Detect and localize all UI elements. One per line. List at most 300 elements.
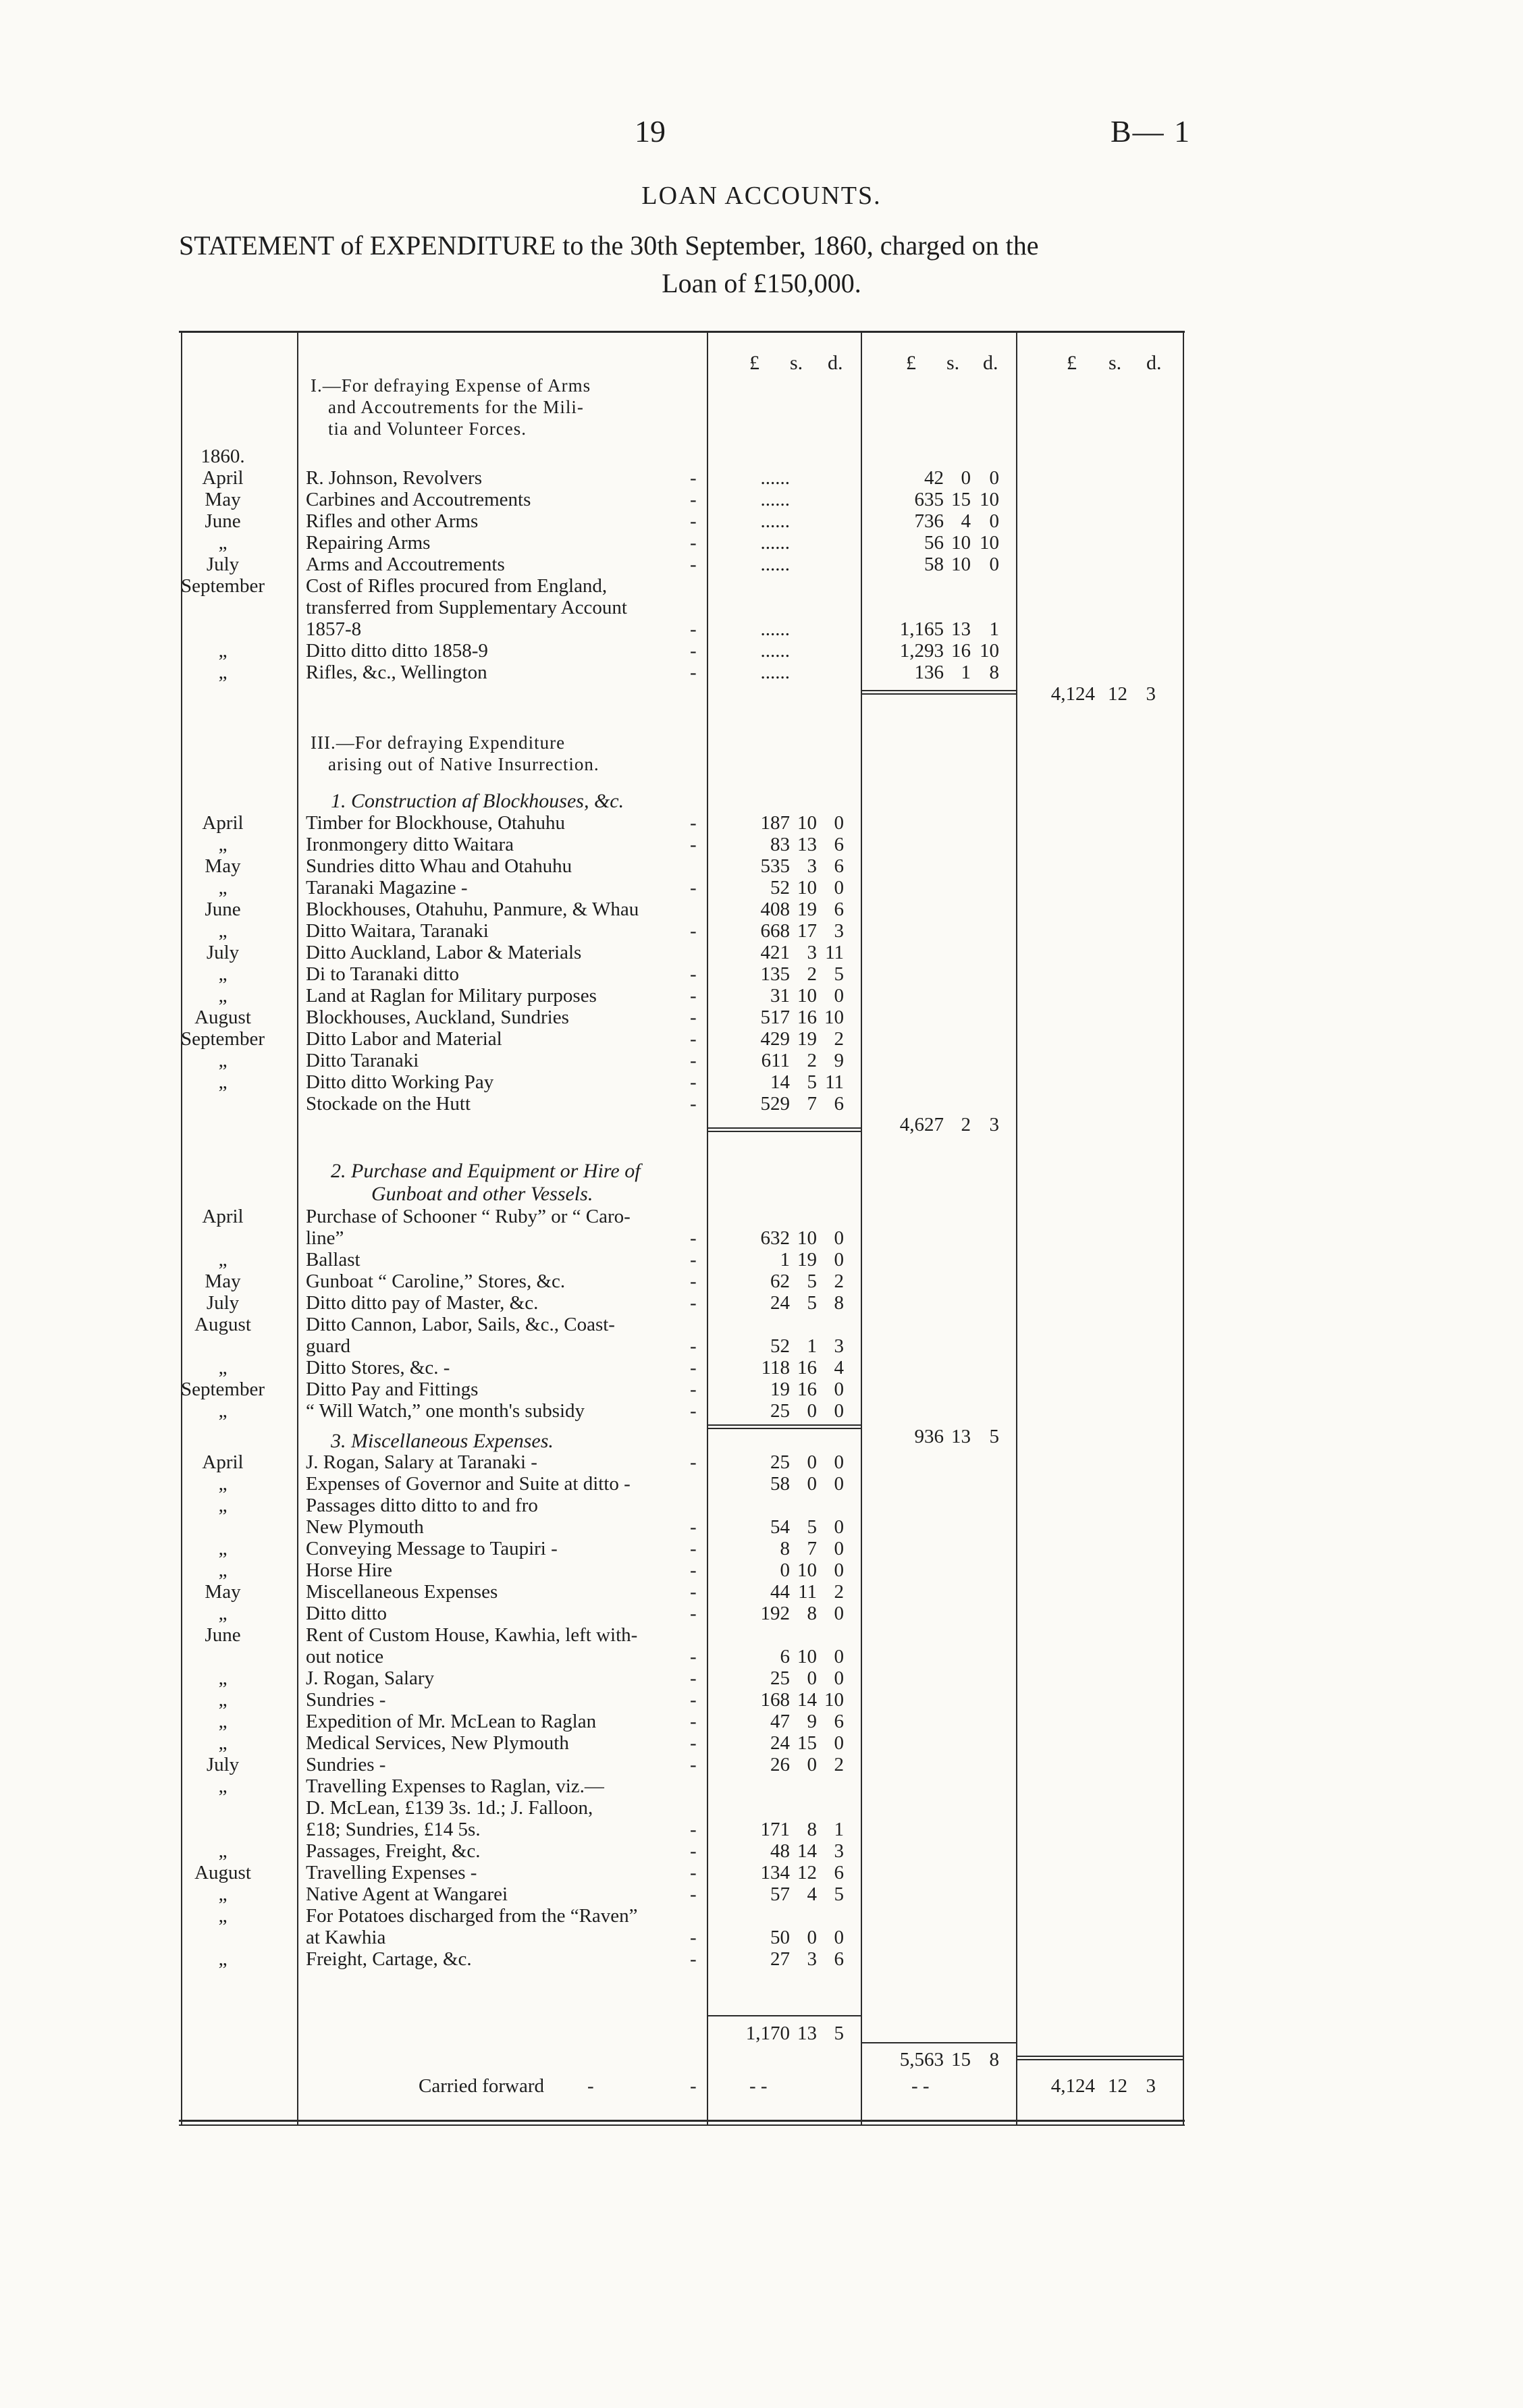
amount-a-pounds: 24: [770, 1292, 790, 1314]
row-description: Freight, Cartage, &c.: [306, 1948, 472, 1970]
amount-a-shillings: 10: [797, 812, 817, 834]
amount-a-pence: 6: [834, 1093, 844, 1115]
row-description: Horse Hire: [306, 1559, 393, 1581]
row-description: Travelling Expenses to Raglan, viz.—: [306, 1775, 604, 1797]
row-date: April: [202, 812, 244, 834]
row-date: „: [218, 1603, 228, 1624]
amount-a-shillings: 16: [797, 1379, 817, 1400]
amount-a-pence: 11: [825, 942, 844, 963]
page-title: LOAN ACCOUNTS.: [641, 182, 882, 210]
row-description: Sundries -: [306, 1689, 386, 1711]
header-pounds-a: £: [749, 352, 759, 374]
row-description: Ditto Taranaki: [306, 1050, 419, 1071]
amount-b-shillings: 4: [961, 510, 971, 532]
subsection-heading: Gunboat and other Vessels.: [371, 1183, 593, 1205]
amount-a-pounds: 611: [761, 1050, 790, 1071]
row-leader: -: [690, 1071, 697, 1093]
amount-a-pounds: 187: [760, 812, 790, 834]
amount-a-pence: 0: [834, 1379, 844, 1400]
amount-a-shillings: 5: [807, 1516, 817, 1538]
subsection-heading: 2. Purchase and Equipment or Hire of: [331, 1160, 641, 1182]
amount-a-pence: 4: [834, 1357, 844, 1379]
amount-a-pounds: 517: [760, 1007, 790, 1028]
row-description: Travelling Expenses -: [306, 1862, 477, 1883]
header-shillings-a: s.: [790, 352, 803, 374]
row-date: September: [180, 1379, 265, 1400]
amount-a-pence: 6: [834, 899, 844, 920]
amount-b-pence: 10: [980, 640, 999, 662]
row-description: Land at Raglan for Military purposes: [306, 985, 597, 1007]
amount-a-pence: 0: [834, 985, 844, 1007]
row-description: Repairing Arms: [306, 532, 431, 554]
row-description: Gunboat “ Caroline,” Stores, &c.: [306, 1270, 566, 1292]
amount-a-pounds: 529: [760, 1093, 790, 1115]
row-description: Ditto Labor and Material: [306, 1028, 502, 1050]
amount-b-shillings: 15: [951, 489, 971, 510]
row-description: J. Rogan, Salary at Taranaki -: [306, 1451, 537, 1473]
section-heading: III.—For defraying Expenditure: [311, 732, 566, 753]
row-leader: -: [690, 489, 697, 510]
amount-a-pounds: 31: [770, 985, 790, 1007]
row-leader: -: [690, 1927, 697, 1948]
amount-a-pence: 2: [834, 1754, 844, 1775]
amount-a-pounds: 25: [770, 1451, 790, 1473]
amount-a-shillings: 2: [807, 1050, 817, 1071]
amount-a-shillings: 19: [797, 899, 817, 920]
row-date: May: [205, 489, 241, 510]
amount-a-pence: 0: [834, 1516, 844, 1538]
row-description: Purchase of Schooner “ Ruby” or “ Caro-: [306, 1206, 631, 1227]
amount-b-pounds: 58: [924, 554, 944, 575]
carried-forward-dash: -: [587, 2075, 594, 2097]
amount-a-shillings: 0: [807, 1451, 817, 1473]
amount-b-pounds: 136: [914, 662, 944, 683]
amount-a-pounds: 19: [770, 1379, 790, 1400]
carried-forward-c-pence: 3: [1146, 2075, 1156, 2097]
row-description: Cost of Rifles procured from England,: [306, 575, 608, 597]
amount-a-shillings: 3: [807, 855, 817, 877]
row-description: Carbines and Accoutrements: [306, 489, 531, 510]
row-leader: -: [690, 1227, 697, 1249]
amount-a-pounds: 50: [770, 1927, 790, 1948]
row-leader: -: [690, 963, 697, 985]
row-leader: -: [690, 1007, 697, 1028]
row-description: Ditto Stores, &c. -: [306, 1357, 450, 1379]
amount-a-pence: 10: [824, 1689, 844, 1711]
row-date: September: [180, 575, 265, 597]
amount-a-pence: 3: [834, 1840, 844, 1862]
amount-a-pounds: 8: [780, 1538, 790, 1559]
amount-a-pence: 2: [834, 1270, 844, 1292]
amount-a-pence: 6: [834, 1711, 844, 1732]
row-date: „: [218, 1249, 228, 1270]
row-description: Ballast: [306, 1249, 360, 1270]
amount-a-pounds: 168: [760, 1689, 790, 1711]
row-date: „: [218, 1559, 228, 1581]
amount-a-pounds: 25: [770, 1667, 790, 1689]
row-date: „: [218, 1689, 228, 1711]
row-leader: -: [690, 1050, 697, 1071]
amount-a-shillings: 10: [797, 877, 817, 899]
row-description: Medical Services, New Plymouth: [306, 1732, 569, 1754]
row-description: “ Will Watch,” one month's subsidy: [306, 1400, 585, 1422]
row-date: July: [206, 1754, 240, 1775]
amount-a-pounds: 52: [770, 877, 790, 899]
row-description: £18; Sundries, £14 5s.: [306, 1819, 481, 1840]
amount-a-pounds: 83: [770, 834, 790, 855]
section-heading: tia and Volunteer Forces.: [328, 419, 527, 439]
row-leader: -: [690, 1603, 697, 1624]
row-description: Miscellaneous Expenses: [306, 1581, 498, 1603]
row-leader: -: [690, 1379, 697, 1400]
row-description: transferred from Supplementary Account: [306, 597, 627, 618]
amount-a-pence: 5: [834, 963, 844, 985]
amount-a-pence: 0: [834, 1227, 844, 1249]
row-leader: -: [690, 554, 697, 575]
amount-b-pence: 3: [989, 1114, 999, 1135]
amount-b-shillings: 10: [951, 532, 971, 554]
row-description: R. Johnson, Revolvers: [306, 467, 482, 489]
row-date: August: [194, 1314, 251, 1335]
amount-a-pounds: 57: [770, 1883, 790, 1905]
amount-a-pence: 0: [834, 1400, 844, 1422]
amount-a-pence: 6: [834, 1862, 844, 1883]
amount-a-pence: 2: [834, 1581, 844, 1603]
amount-a-shillings: 0: [807, 1754, 817, 1775]
row-date: June: [205, 510, 241, 532]
subsection-heading: 1. Construction af Blockhouses, &c.: [331, 790, 624, 812]
amount-a-pence: 0: [834, 1927, 844, 1948]
amount-a-shillings: 16: [797, 1357, 817, 1379]
amount-b-shillings: 10: [951, 554, 971, 575]
amount-b-pounds: 42: [924, 467, 944, 489]
row-leader: -: [690, 1689, 697, 1711]
subtotal-misc-pounds: 1,170: [745, 2023, 790, 2044]
amount-b-pence: 0: [989, 554, 999, 575]
amount-a-pence: 8: [834, 1292, 844, 1314]
row-description: Rifles and other Arms: [306, 510, 479, 532]
amount-b-pence: 0: [989, 510, 999, 532]
row-date: May: [205, 1581, 241, 1603]
amount-a-shillings: 7: [807, 1538, 817, 1559]
row-leader: -: [690, 640, 697, 662]
amount-a-pounds: 408: [760, 899, 790, 920]
amount-a-shillings: 19: [797, 1249, 817, 1270]
amount-a-shillings: 19: [797, 1028, 817, 1050]
row-date: August: [194, 1007, 251, 1028]
amount-a-pence: 0: [834, 877, 844, 899]
amount-a-shillings: 16: [797, 1007, 817, 1028]
row-description: line”: [306, 1227, 344, 1249]
row-description: Stockade on the Hutt: [306, 1093, 471, 1115]
subtotal-misc-pence: 5: [834, 2023, 844, 2044]
row-date: April: [202, 1206, 244, 1227]
amount-b-shillings: 0: [961, 467, 971, 489]
row-description: Arms and Accoutrements: [306, 554, 505, 575]
section-heading: arising out of Native Insurrection.: [328, 754, 599, 774]
carried-forward-c-pounds: 4,124: [1050, 2075, 1095, 2097]
row-description: Conveying Message to Taupiri -: [306, 1538, 558, 1559]
row-date: „: [218, 1357, 228, 1379]
row-leader: -: [690, 1270, 697, 1292]
amount-a-pence: 11: [825, 1071, 844, 1093]
amount-a-shillings: 8: [807, 1603, 817, 1624]
row-leader: -: [690, 812, 697, 834]
amount-a-shillings: 14: [797, 1689, 817, 1711]
row-leader: -: [690, 1754, 697, 1775]
amount-b-shillings: 13: [951, 618, 971, 640]
amount-a-pounds: ......: [760, 489, 790, 510]
row-leader: -: [690, 1516, 697, 1538]
amount-a-pence: 6: [834, 834, 844, 855]
amount-a-pence: 0: [834, 1559, 844, 1581]
row-leader: -: [690, 1400, 697, 1422]
row-leader: -: [690, 877, 697, 899]
row-date: „: [218, 1905, 228, 1927]
amount-a-pounds: 1: [780, 1249, 790, 1270]
amount-a-shillings: 10: [797, 1227, 817, 1249]
row-description: Ditto ditto pay of Master, &c.: [306, 1292, 539, 1314]
row-leader: -: [690, 1559, 697, 1581]
amount-b-pence: 5: [989, 1426, 999, 1447]
row-date: July: [206, 554, 240, 575]
row-date: „: [218, 985, 228, 1007]
row-date: „: [218, 1495, 228, 1516]
amount-a-shillings: 1: [807, 1335, 817, 1357]
amount-a-pounds: 25: [770, 1400, 790, 1422]
amount-a-pounds: ......: [760, 467, 790, 489]
row-date: „: [218, 1071, 228, 1093]
row-date: June: [205, 1624, 241, 1646]
amount-c-pounds: 4,124: [1050, 683, 1095, 705]
amount-a-shillings: 5: [807, 1292, 817, 1314]
amount-a-shillings: 0: [807, 1927, 817, 1948]
amount-b-pence: 10: [980, 532, 999, 554]
header-pounds-b: £: [906, 352, 916, 374]
row-description: Blockhouses, Otahuhu, Panmure, & Whau: [306, 899, 639, 920]
subsection-heading: 3. Miscellaneous Expenses.: [331, 1430, 554, 1452]
amount-a-shillings: 15: [797, 1732, 817, 1754]
amount-a-pounds: 44: [770, 1581, 790, 1603]
amount-a-pounds: 26: [770, 1754, 790, 1775]
amount-a-shillings: 2: [807, 963, 817, 985]
amount-b-pence: 1: [989, 618, 999, 640]
row-leader: -: [690, 1093, 697, 1115]
amount-a-pounds: 668: [760, 920, 790, 942]
row-description: out notice: [306, 1646, 384, 1667]
amount-a-shillings: 11: [798, 1581, 817, 1603]
amount-a-pounds: 27: [770, 1948, 790, 1970]
row-description: Taranaki Magazine -: [306, 877, 468, 899]
row-description: Rent of Custom House, Kawhia, left with-: [306, 1624, 638, 1646]
amount-b-pounds: 635: [914, 489, 944, 510]
amount-a-pence: 0: [834, 1538, 844, 1559]
amount-b-pounds: 936: [914, 1426, 944, 1447]
row-date: July: [206, 942, 240, 963]
carried-forward-c-shillings: 12: [1108, 2075, 1127, 2097]
amount-b-pounds: 56: [924, 532, 944, 554]
row-date: „: [218, 532, 228, 554]
amount-a-shillings: 10: [797, 985, 817, 1007]
amount-a-shillings: 14: [797, 1840, 817, 1862]
amount-a-pounds: ......: [760, 554, 790, 575]
amount-a-pounds: 47: [770, 1711, 790, 1732]
row-date: April: [202, 467, 244, 489]
row-description: Sundries -: [306, 1754, 386, 1775]
header-pounds-c: £: [1067, 352, 1077, 374]
row-description: D. McLean, £139 3s. 1d.; J. Falloon,: [306, 1797, 593, 1819]
amount-a-shillings: 3: [807, 942, 817, 963]
amount-a-pence: 3: [834, 1335, 844, 1357]
row-leader: -: [690, 662, 697, 683]
row-leader: -: [690, 532, 697, 554]
amount-a-pence: 0: [834, 1603, 844, 1624]
amount-a-pounds: 134: [760, 1862, 790, 1883]
row-leader: -: [690, 985, 697, 1007]
row-leader: -: [690, 920, 697, 942]
document-code: B— 1: [1111, 114, 1192, 149]
amount-a-pounds: 54: [770, 1516, 790, 1538]
row-date: „: [218, 1775, 228, 1797]
amount-a-pounds: 135: [760, 963, 790, 985]
amount-a-shillings: 8: [807, 1819, 817, 1840]
page-number: 19: [635, 114, 666, 149]
row-description: Passages, Freight, &c.: [306, 1840, 481, 1862]
amount-a-pounds: 0: [780, 1559, 790, 1581]
amount-a-pence: 3: [834, 920, 844, 942]
row-description: Blockhouses, Auckland, Sundries: [306, 1007, 569, 1028]
amount-b-pence: 0: [989, 467, 999, 489]
row-date: „: [218, 834, 228, 855]
row-leader: -: [690, 1819, 697, 1840]
amount-a-pence: 6: [834, 1948, 844, 1970]
amount-a-pounds: 52: [770, 1335, 790, 1357]
row-date: „: [218, 1538, 228, 1559]
amount-a-pence: 9: [834, 1050, 844, 1071]
amount-a-pounds: 118: [761, 1357, 790, 1379]
carried-forward-b: - -: [911, 2075, 930, 2097]
row-description: Ditto Waitara, Taranaki: [306, 920, 489, 942]
amount-a-pounds: 24: [770, 1732, 790, 1754]
row-description: Timber for Blockhouse, Otahuhu: [306, 812, 565, 834]
amount-a-pounds: ......: [760, 618, 790, 640]
row-description: Ditto ditto: [306, 1603, 388, 1624]
amount-a-pounds: ......: [760, 662, 790, 683]
subtotal-b-pence: 8: [989, 2049, 999, 2070]
amount-a-pence: 0: [834, 1667, 844, 1689]
amount-a-shillings: 3: [807, 1948, 817, 1970]
amount-a-pounds: ......: [760, 510, 790, 532]
amount-a-pounds: 192: [760, 1603, 790, 1624]
row-leader: -: [690, 1028, 697, 1050]
row-date: May: [205, 855, 241, 877]
amount-a-shillings: 12: [797, 1862, 817, 1883]
row-date: „: [218, 1732, 228, 1754]
header-shillings-c: s.: [1108, 352, 1122, 374]
amount-a-pence: 0: [834, 1646, 844, 1667]
row-leader: -: [690, 1292, 697, 1314]
amount-a-pence: 10: [824, 1007, 844, 1028]
amount-b-shillings: 13: [951, 1426, 971, 1447]
amount-a-pounds: 6: [780, 1646, 790, 1667]
amount-b-pounds: 1,165: [899, 618, 944, 640]
subtotal-b-shillings: 15: [951, 2049, 971, 2070]
amount-a-pence: 2: [834, 1028, 844, 1050]
amount-a-pounds: 62: [770, 1270, 790, 1292]
row-description: Passages ditto ditto to and fro: [306, 1495, 538, 1516]
row-description: Ditto ditto Working Pay: [306, 1071, 494, 1093]
amount-a-pence: 0: [834, 1732, 844, 1754]
amount-a-shillings: 4: [807, 1883, 817, 1905]
amount-b-pounds: 736: [914, 510, 944, 532]
row-date: „: [218, 1711, 228, 1732]
row-description: 1857-8: [306, 618, 362, 640]
amount-a-shillings: 0: [807, 1667, 817, 1689]
row-date: „: [218, 1050, 228, 1071]
amount-c-shillings: 12: [1108, 683, 1127, 705]
amount-a-pounds: ......: [760, 640, 790, 662]
row-leader: -: [690, 510, 697, 532]
amount-a-shillings: 17: [797, 920, 817, 942]
row-leader: -: [690, 1538, 697, 1559]
amount-a-shillings: 0: [807, 1473, 817, 1495]
row-date: 1860.: [201, 446, 245, 467]
row-description: Di to Taranaki ditto: [306, 963, 459, 985]
row-leader: -: [690, 1840, 697, 1862]
row-description: New Plymouth: [306, 1516, 424, 1538]
row-description: guard: [306, 1335, 351, 1357]
amount-c-pence: 3: [1146, 683, 1156, 705]
row-leader: -: [690, 1581, 697, 1603]
row-date: „: [218, 1883, 228, 1905]
amount-a-shillings: 5: [807, 1071, 817, 1093]
row-description: Native Agent at Wangarei: [306, 1883, 508, 1905]
row-leader: -: [690, 1646, 697, 1667]
row-description: Expenses of Governor and Suite at ditto -: [306, 1473, 631, 1495]
row-description: Ditto ditto ditto 1858-9: [306, 640, 488, 662]
header-shillings-b: s.: [946, 352, 960, 374]
amount-b-shillings: 16: [951, 640, 971, 662]
row-date: „: [218, 1400, 228, 1422]
row-date: „: [218, 662, 228, 683]
row-date: May: [205, 1270, 241, 1292]
amount-a-shillings: 9: [807, 1711, 817, 1732]
row-leader: -: [690, 1948, 697, 1970]
amount-b-pence: 10: [980, 489, 999, 510]
row-date: „: [218, 963, 228, 985]
amount-a-pounds: 535: [760, 855, 790, 877]
row-date: „: [218, 920, 228, 942]
carried-forward-a: - -: [749, 2075, 768, 2097]
amount-a-pence: 6: [834, 855, 844, 877]
row-leader: -: [690, 618, 697, 640]
carried-forward-dash: -: [690, 2075, 697, 2097]
amount-a-pence: 0: [834, 812, 844, 834]
row-date: July: [206, 1292, 240, 1314]
row-leader: -: [690, 1711, 697, 1732]
header-pence-a: d.: [828, 352, 843, 374]
amount-a-pounds: 14: [770, 1071, 790, 1093]
row-leader: -: [690, 1335, 697, 1357]
statement-title-line1: STATEMENT of EXPENDITURE to the 30th September, 1860, charged on the: [179, 230, 1039, 261]
row-date: „: [218, 1667, 228, 1689]
amount-b-pence: 8: [989, 662, 999, 683]
row-description: Ditto Pay and Fittings: [306, 1379, 479, 1400]
row-leader: -: [690, 1883, 697, 1905]
amount-a-pounds: ......: [760, 532, 790, 554]
row-description: Ditto Auckland, Labor & Materials: [306, 942, 582, 963]
amount-a-shillings: 10: [797, 1646, 817, 1667]
